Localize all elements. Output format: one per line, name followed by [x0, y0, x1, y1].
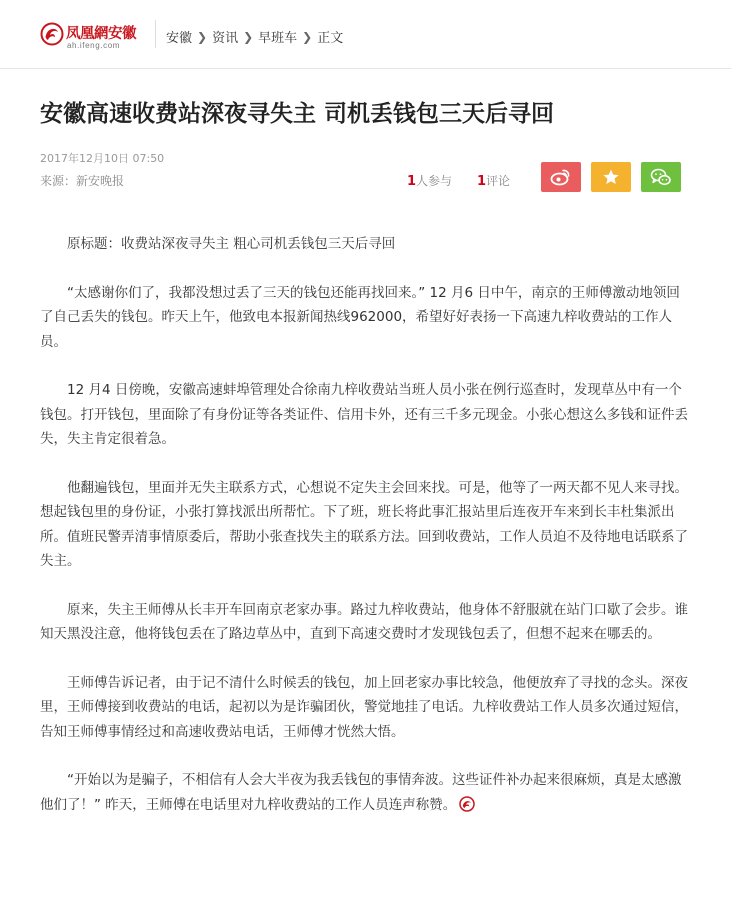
breadcrumb-item-morning[interactable]: 早班车: [258, 31, 298, 46]
article-paragraph: 12 月4 日傍晚，安徽高速蚌埠管理处合徐南九梓收费站当班人员小张在例行巡查时，发现草丛中有一个钱包。打开钱包，里面除了有身份证等各类证件、信用卡外，还有三千多元现金。小张心想这么多钱和证件丢失，失主肯定很着急。: [40, 382, 688, 447]
article-paragraph: 原来，失主王师傅从长丰开车回南京老家办事。路过九梓收费站，他身体不舒服就在站门口歇了会步。谁知天黑没注意，他将钱包丢在了路边草丛中，直到下高速交费时才发现钱包丢了，但想不起来在哪丢的。: [40, 601, 688, 642]
breadcrumb-item-anhui[interactable]: 安徽: [166, 31, 193, 46]
phoenix-end-icon: [459, 796, 475, 812]
wechat-share-button[interactable]: [641, 162, 681, 192]
wechat-icon: [641, 162, 681, 192]
article-source: 来源：新安晚报: [40, 174, 125, 188]
article-paragraph: 原标题：收费站深夜寻失主 粗心司机丢钱包三天后寻回: [67, 236, 396, 252]
breadcrumb-current: 正文: [317, 31, 344, 46]
article-date: 2017年12月10日 07:50: [40, 152, 165, 165]
weibo-icon: [541, 162, 581, 192]
chevron-right-icon: ❯: [197, 29, 208, 44]
logo-text: 凤凰網安徽: [66, 25, 136, 42]
article-paragraph: 他翻遍钱包，里面并无失主联系方式，心想说不定失主会回来找。可是，他等了一两天都不见人来寻找。想起钱包里的身份证，小张打算找派出所帮忙。下了班，班长将此事汇报站里后连夜开车来到长丰杜集派出所。值班民警弄清事情原委后，帮助小张查找失主的联系方法。回到收费站，工作人员迫不及待地电话联系了失主。: [40, 479, 688, 569]
article-paragraph: “太感谢你们了，我都没想过丢了三天的钱包还能再找回来。” 12 月6 日中午，南京的王师傅激动地领回了自己丢失的钱包。昨天上午，他致电本报新闻热线962000，希望好好表扬一下高速九梓收费站的工作人员。: [40, 284, 680, 350]
article-body: [40, 232, 688, 817]
breadcrumb: [166, 27, 343, 46]
phoenix-logo-icon: [40, 22, 64, 46]
comments-label: 评论: [486, 174, 511, 188]
site-header: [0, 0, 731, 69]
header-divider: [155, 20, 156, 48]
comments-count[interactable]: [477, 172, 510, 189]
comments-number: 1: [477, 174, 487, 189]
favorite-button[interactable]: [591, 162, 631, 192]
participants-count[interactable]: [407, 172, 452, 189]
article-paragraph-last: [40, 768, 688, 817]
logo-domain: ah.ifeng.com: [67, 41, 121, 50]
chevron-right-icon: ❯: [302, 29, 313, 44]
weibo-share-button[interactable]: [541, 162, 581, 192]
chevron-right-icon: ❯: [243, 29, 254, 44]
star-icon: [591, 162, 631, 192]
participants-label: 人参与: [416, 174, 453, 188]
article-title: 安徽高速收费站深夜寻失主 司机丢钱包三天后寻回: [40, 101, 555, 127]
article-paragraph-text: “开始以为是骗子，不相信有人会大半夜为我丢钱包的事情奔波。这些证件补办起来很麻烦，真是太感激他们了！” 昨天，王师傅在电话里对九梓收费站的工作人员连声称赞。: [40, 772, 682, 813]
article-paragraph: 王师傅告诉记者，由于记不清什么时候丢的钱包，加上回老家办事比较急，他便放弃了寻找的念头。深夜里，王师傅接到收费站的电话，起初以为是诈骗团伙，警觉地挂了电话。九梓收费站工作人员多次通过短信，告知王师傅事情经过和高速收费站电话，王师傅才恍然大悟。: [40, 674, 688, 740]
breadcrumb-item-news[interactable]: 资讯: [212, 31, 239, 46]
participants-number: 1: [407, 174, 417, 189]
